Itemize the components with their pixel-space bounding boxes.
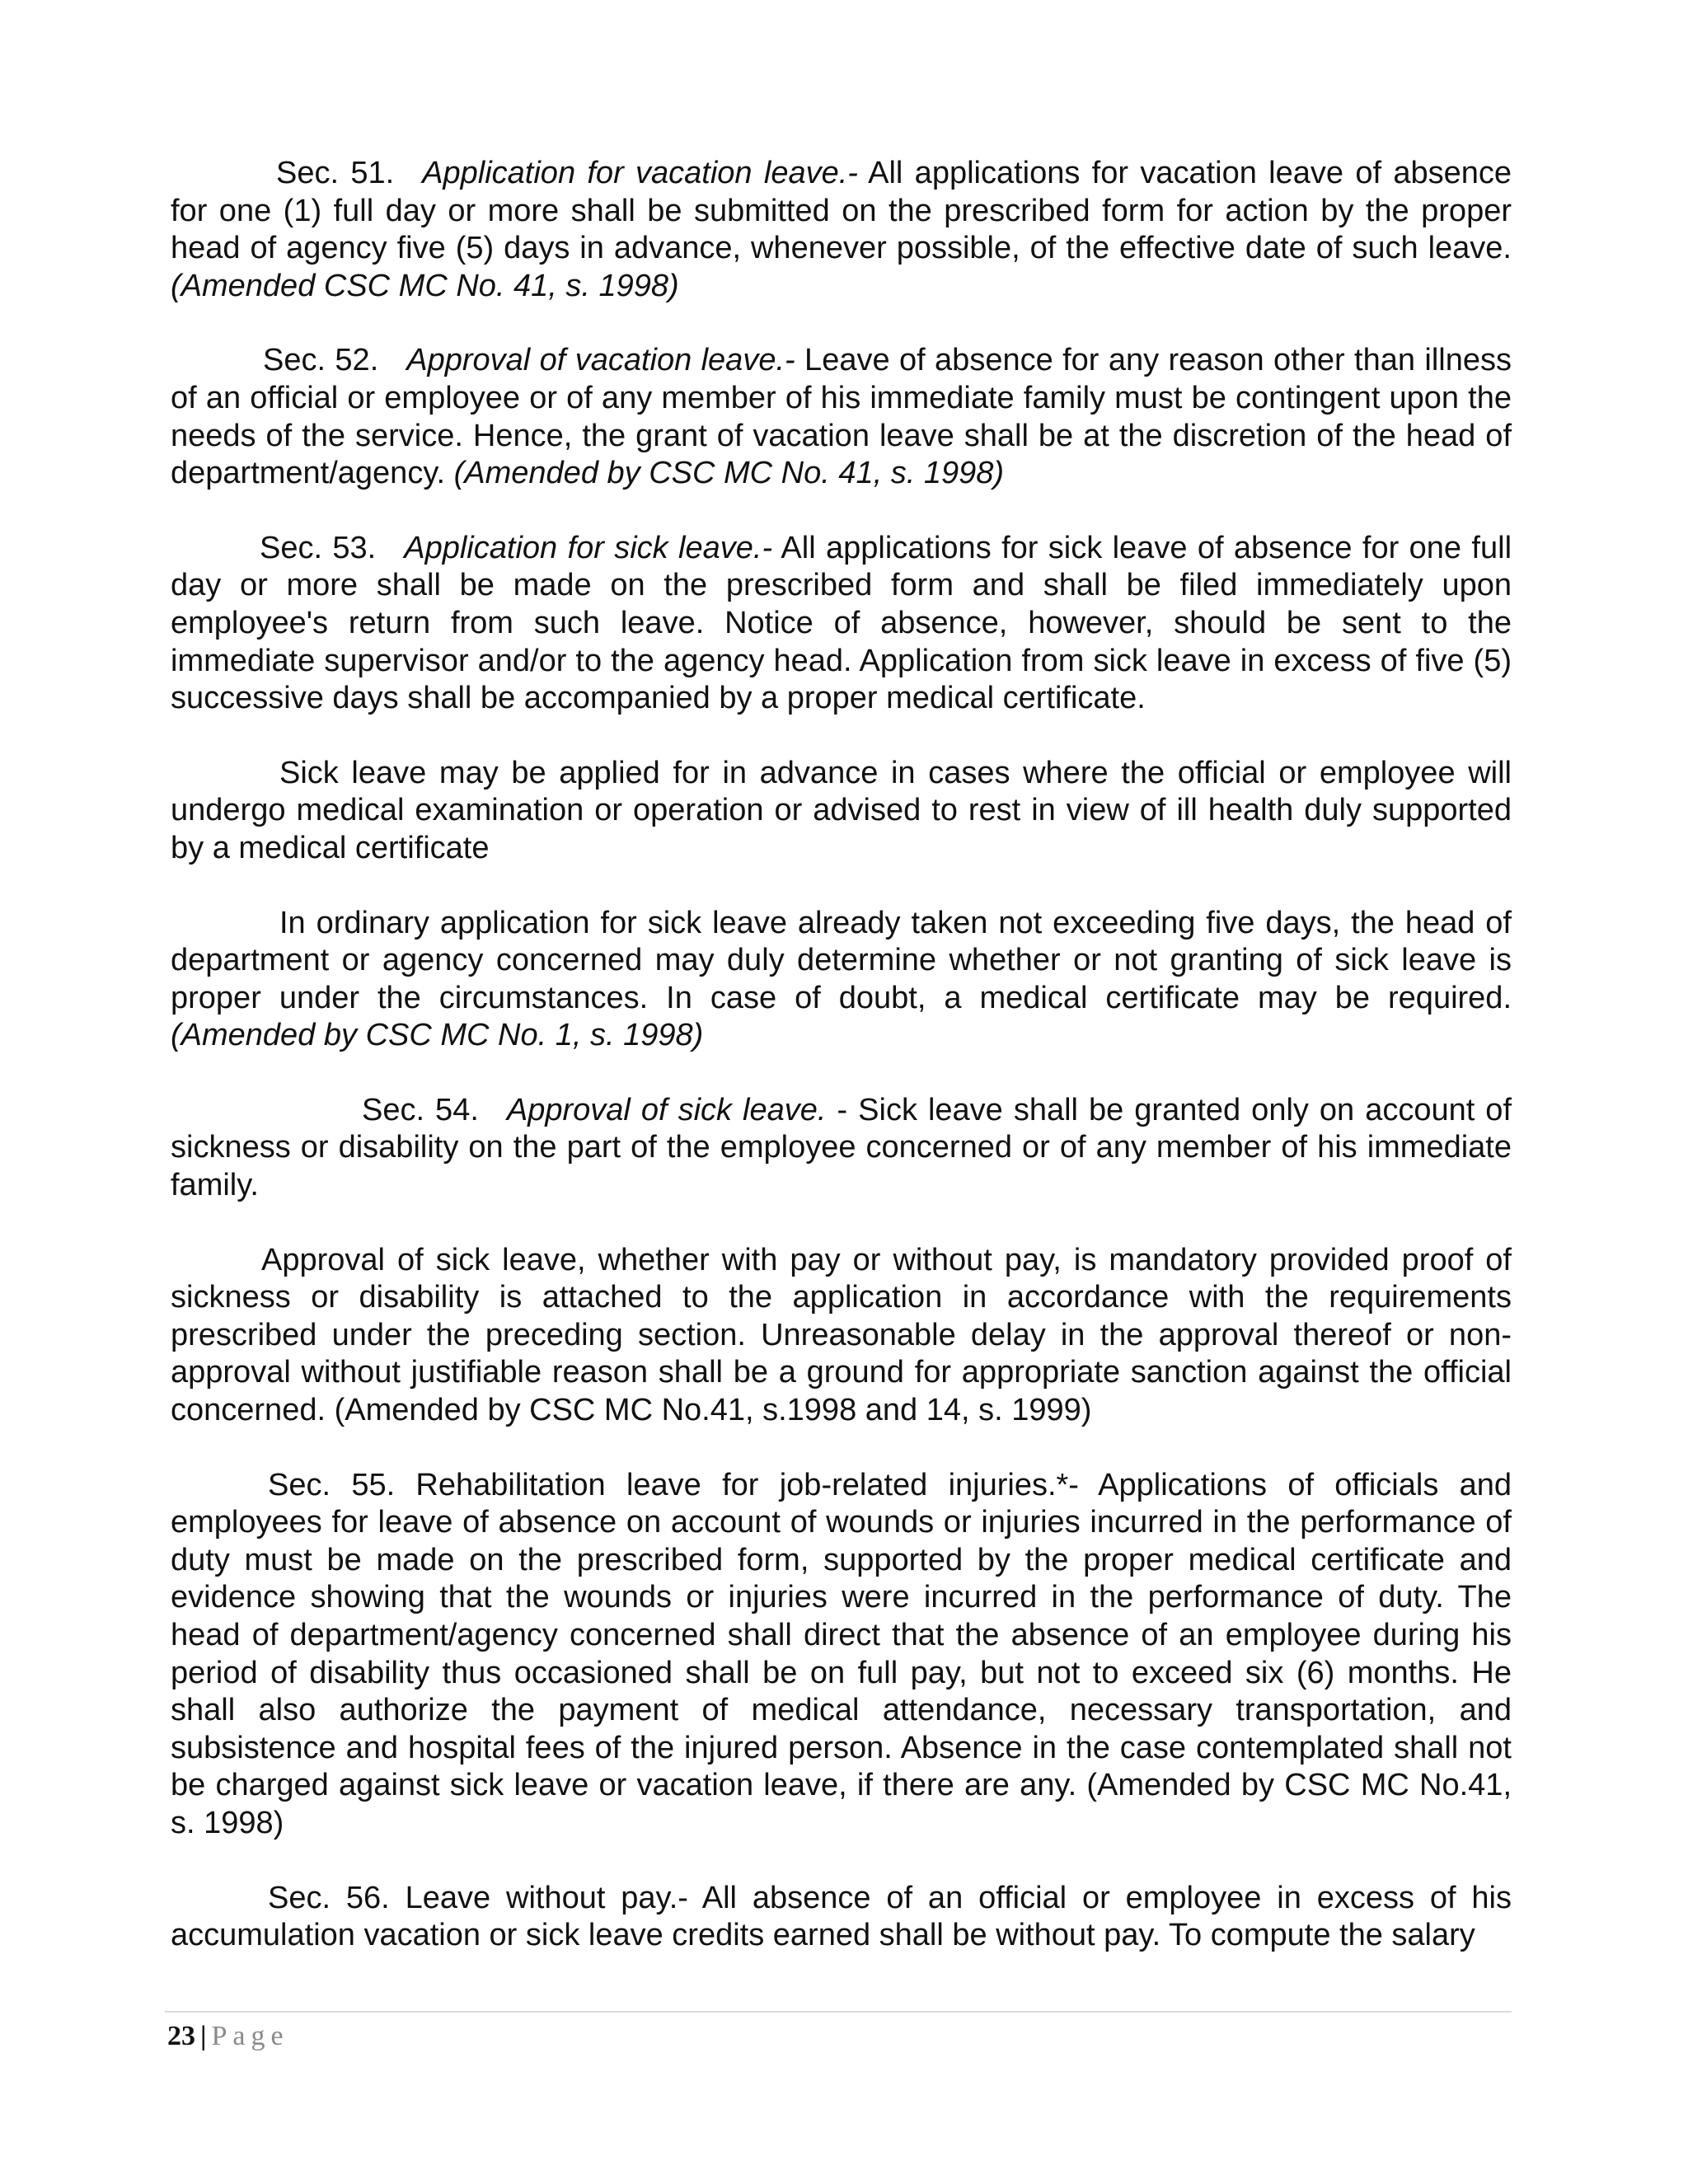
sick-leave-approval-text: Approval of sick leave, whether with pay or without pay, is mandatory provided proof of sickness or disability is attached to the application in accordance with the requirements prescribed under the preceding section. Unreasonable delay in the approval thereof or non-approval without justifiable reason shall be a ground for appropriate sanction against the official concerned. (Amended by CSC MC No.41, s.1998 and 14, s. 1999) (171, 1242, 1512, 1428)
sick-leave-ordinary-citation: (Amended by CSC MC No. 1, s. 1998) (171, 1018, 704, 1053)
section-55 (171, 1467, 1512, 1843)
sick-leave-ordinary-text: In ordinary application for sick leave already taken not exceeding five days, the head of department or agency concerned may duly determine whether or not granting of sick leave is proper under the circumstances. In case of doubt, a medical certificate may be required. (171, 905, 1512, 1015)
sick-leave-advance-paragraph (171, 755, 1512, 868)
section-54-text: - Sick leave shall be granted only on account of sickness or disability on the part of the employee concerned or of any member of his immediate family. (171, 1092, 1512, 1203)
section-56-text: Sec. 56. Leave without pay.- All absence of an official or employee in excess of his accumulation vacation or sick leave credits earned shall be without pay. To compute the salary (171, 1880, 1512, 1953)
sick-leave-ordinary-paragraph (171, 905, 1512, 1055)
section-53-title: Application for sick leave.- (404, 530, 773, 565)
page-body (171, 155, 1512, 1992)
section-51-title: Application for vacation leave.- (422, 156, 858, 190)
section-54-label: Sec. 54. (362, 1092, 479, 1127)
sick-leave-advance-text: Sick leave may be applied for in advance in cases where the official or employee will undergo medical examination or operation or advised to rest in view of ill health duly supported by a medical certificate (171, 755, 1512, 865)
section-52-text: Leave of absence for any reason other than illness of an official or employee or of any member of his immediate family must be contingent upon the needs of the service. Hence, the grant of vacation leave shall be at the discretion of the head of department/agency. (171, 343, 1512, 491)
page-number: 23 (167, 2021, 195, 2051)
section-55-text: Sec. 55. Rehabilitation leave for job-related injuries.*- Applications of officials and employees for leave of absence on account of wounds or injuries incurred in the performance of duty must be made on the prescribed form, supported by the proper medical certificate and evidence showing that the wounds or injuries were incurred in the performance of duty. The head of department/agency concerned shall direct that the absence of an employee during his period of disability thus occasioned shall be on full pay, but not to exceed six (6) months. He shall also authorize the payment of medical attendance, necessary transportation, and subsistence and hospital fees of the injured person. Absence in the case contemplated shall not be charged against sick leave or vacation leave, if there are any. (Amended by CSC MC No.41, s. 1998) (171, 1467, 1512, 1840)
section-54-title: Approval of sick leave. (506, 1092, 827, 1127)
section-52-label: Sec. 52. (263, 343, 379, 378)
footer-divider (165, 2011, 1512, 2013)
page-footer (167, 2021, 289, 2052)
section-52-citation: (Amended by CSC MC No. 41, s. 1998) (453, 456, 1005, 491)
section-54 (171, 1092, 1512, 1205)
section-52-title: Approval of vacation leave.- (406, 343, 795, 378)
section-51-citation: (Amended CSC MC No. 41, s. 1998) (171, 268, 679, 303)
sick-leave-approval-paragraph (171, 1242, 1512, 1430)
section-51-label: Sec. 51. (276, 156, 395, 190)
section-52 (171, 342, 1512, 492)
section-51 (171, 155, 1512, 305)
section-53-text: All applications for sick leave of absence for one full day or more shall be made on the prescribed form and shall be filed immediately upon employee's return from such leave. Notice of absence, however, should be sent to the immediate supervisor and/or to the agency head. Application from sick leave in excess of five (5) successive days shall be accompanied by a proper medical certificate. (171, 530, 1512, 716)
section-53 (171, 530, 1512, 718)
section-53-label: Sec. 53. (260, 530, 377, 565)
section-56 (171, 1880, 1512, 1955)
footer-separator: | (200, 2021, 207, 2051)
page-label: Page (211, 2021, 289, 2051)
section-51-text: All applications for vacation leave of absence for one (1) full day or more shall be submitted on the prescribed form for action by the proper head of agency five (5) days in advance, whenever possible, of the effective date of such leave. (171, 156, 1512, 266)
